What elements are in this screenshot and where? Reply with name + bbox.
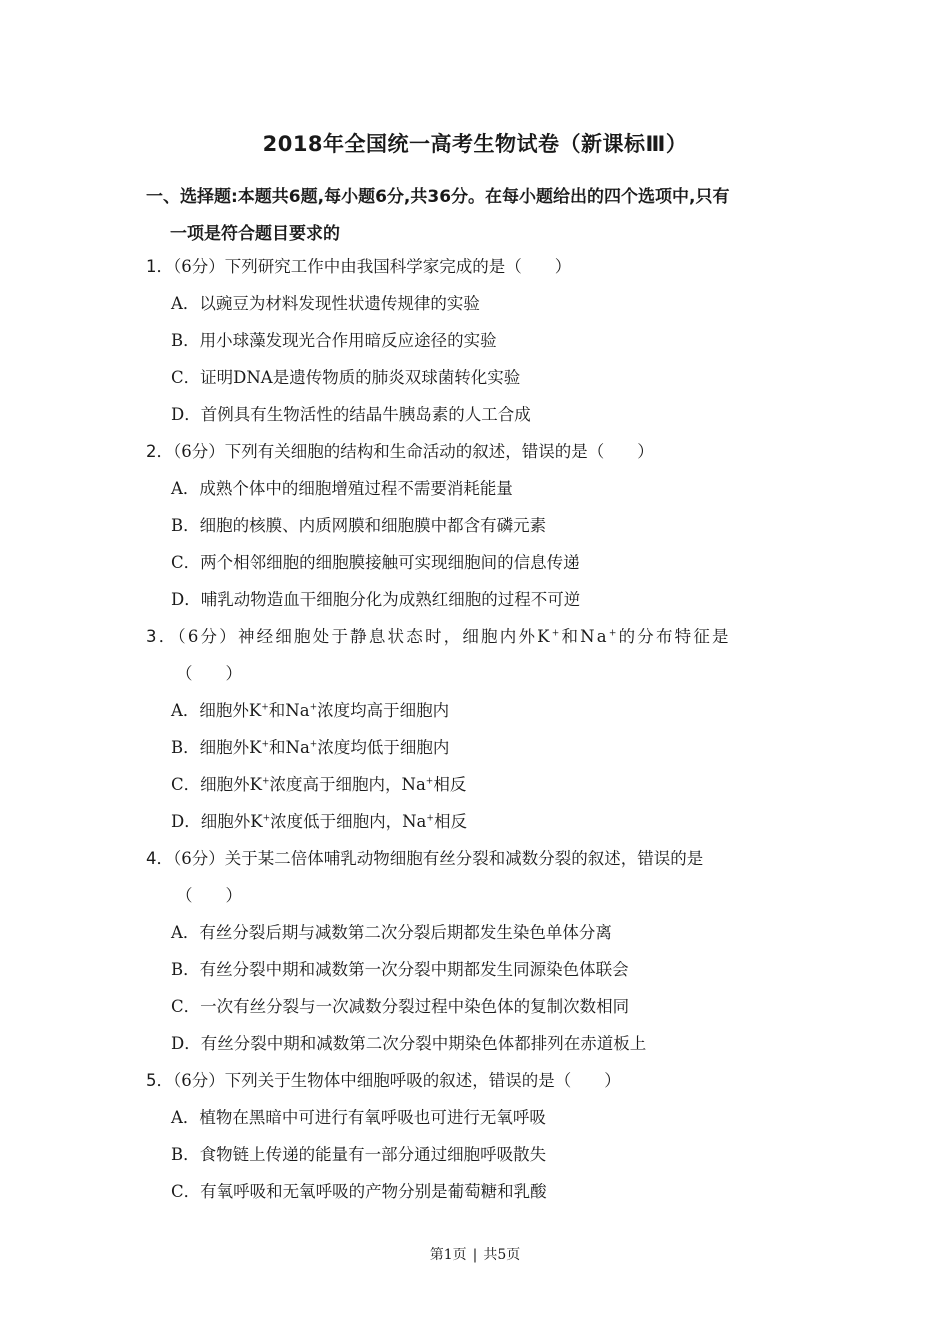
question-number: 1． xyxy=(146,257,173,276)
question-3-continuation: （ ） xyxy=(176,664,242,683)
question-stem-part1: （6分）神经细胞处于静息状态时，细胞内外K xyxy=(177,627,552,646)
section-heading-line2: 一项是符合题目要求的 xyxy=(170,224,340,244)
page-number: 第1页 xyxy=(429,1247,467,1263)
question-4-continuation: （ ） xyxy=(176,886,242,905)
q4-option-b: B．有丝分裂中期和减数第一次分裂中期都发生同源染色体联会 xyxy=(171,960,629,979)
question-5 xyxy=(146,1062,816,1099)
option-text: A．细胞外K xyxy=(171,701,262,720)
q1-option-d: D．首例具有生物活性的结晶牛胰岛素的人工合成 xyxy=(171,405,531,424)
q1-option-c: C．证明DNA是遗传物质的肺炎双球菌转化实验 xyxy=(171,368,521,387)
question-2 xyxy=(146,433,816,470)
q3-option-d xyxy=(171,803,467,840)
option-text: 浓度均低于细胞内 xyxy=(317,738,450,757)
q4-option-c: C．一次有丝分裂与一次减数分裂过程中染色体的复制次数相同 xyxy=(171,997,630,1016)
option-text: 浓度高于细胞内，Na xyxy=(269,775,426,794)
q3-option-b xyxy=(171,729,449,766)
page-title: 2018年全国统一高考生物试卷（新课标Ⅲ） xyxy=(262,132,688,156)
q3-option-a xyxy=(171,692,449,729)
superscript-plus: + xyxy=(261,702,269,713)
question-stem: （6分）下列有关细胞的结构和生命活动的叙述，错误的是（ ） xyxy=(173,442,654,461)
q1-option-a: A．以豌豆为材料发现性状遗传规律的实验 xyxy=(171,294,480,313)
question-stem-part3: 的分布特征是 xyxy=(618,627,731,646)
option-text: C．细胞外K xyxy=(171,775,262,794)
option-text: 相反 xyxy=(433,812,467,831)
question-4 xyxy=(146,840,816,877)
superscript-plus: + xyxy=(309,702,318,713)
question-number: 4． xyxy=(146,849,173,868)
question-number: 2． xyxy=(146,442,173,461)
superscript-plus: + xyxy=(426,813,434,824)
superscript-plus: + xyxy=(425,776,434,787)
option-text: D．细胞外K xyxy=(171,812,263,831)
option-text: 和Na xyxy=(268,701,310,720)
q2-option-c: C．两个相邻细胞的细胞膜接触可实现细胞间的信息传递 xyxy=(171,553,580,572)
superscript-plus: + xyxy=(261,776,270,787)
q2-option-b: B．细胞的核膜、内质网膜和细胞膜中都含有磷元素 xyxy=(171,516,547,535)
superscript-plus: + xyxy=(261,739,269,750)
q4-option-d: D．有丝分裂中期和减数第二次分裂中期染色体都排列在赤道板上 xyxy=(171,1034,647,1053)
superscript-plus: + xyxy=(551,628,562,639)
section-heading xyxy=(146,179,816,253)
q2-option-a: A．成熟个体中的细胞增殖过程不需要消耗能量 xyxy=(171,479,513,498)
q1-option-b: B．用小球藻发现光合作用暗反应途径的实验 xyxy=(171,331,497,350)
question-1 xyxy=(146,248,816,285)
question-number: 3． xyxy=(146,627,178,646)
question-stem: （6分）关于某二倍体哺乳动物细胞有丝分裂和减数分裂的叙述，错误的是 xyxy=(173,849,704,868)
q3-option-c xyxy=(171,766,466,803)
option-text: 浓度低于细胞内，Na xyxy=(270,812,427,831)
superscript-plus: + xyxy=(608,628,619,639)
question-stem-part2: 和Na xyxy=(561,627,609,646)
question-3 xyxy=(146,618,816,655)
footer-separator: | xyxy=(472,1247,478,1263)
q5-option-a: A．植物在黑暗中可进行有氧呼吸也可进行无氧呼吸 xyxy=(171,1108,546,1127)
superscript-plus: + xyxy=(262,813,271,824)
total-pages: 共5页 xyxy=(483,1247,521,1263)
superscript-plus: + xyxy=(309,739,318,750)
question-stem: （6分）下列研究工作中由我国科学家完成的是（ ） xyxy=(173,257,572,276)
q2-option-d: D．哺乳动物造血干细胞分化为成熟红细胞的过程不可逆 xyxy=(171,590,581,609)
option-text: 和Na xyxy=(269,738,310,757)
option-text: B．细胞外K xyxy=(171,738,262,757)
page-footer xyxy=(0,1244,950,1264)
q5-option-b: B．食物链上传递的能量有一部分通过细胞呼吸散失 xyxy=(171,1145,547,1164)
question-number: 5． xyxy=(146,1071,173,1090)
option-text: 浓度均高于细胞内 xyxy=(317,701,450,720)
question-stem: （6分）下列关于生物体中细胞呼吸的叙述，错误的是（ ） xyxy=(173,1071,621,1090)
q5-option-c: C．有氧呼吸和无氧呼吸的产物分别是葡萄糖和乳酸 xyxy=(171,1182,547,1201)
section-heading-line1: 一、选择题:本题共6题,每小题6分,共36分。在每小题给出的四个选项中,只有 xyxy=(146,187,730,207)
q4-option-a: A．有丝分裂后期与减数第二次分裂后期都发生染色单体分离 xyxy=(171,923,612,942)
option-text: 相反 xyxy=(433,775,467,794)
